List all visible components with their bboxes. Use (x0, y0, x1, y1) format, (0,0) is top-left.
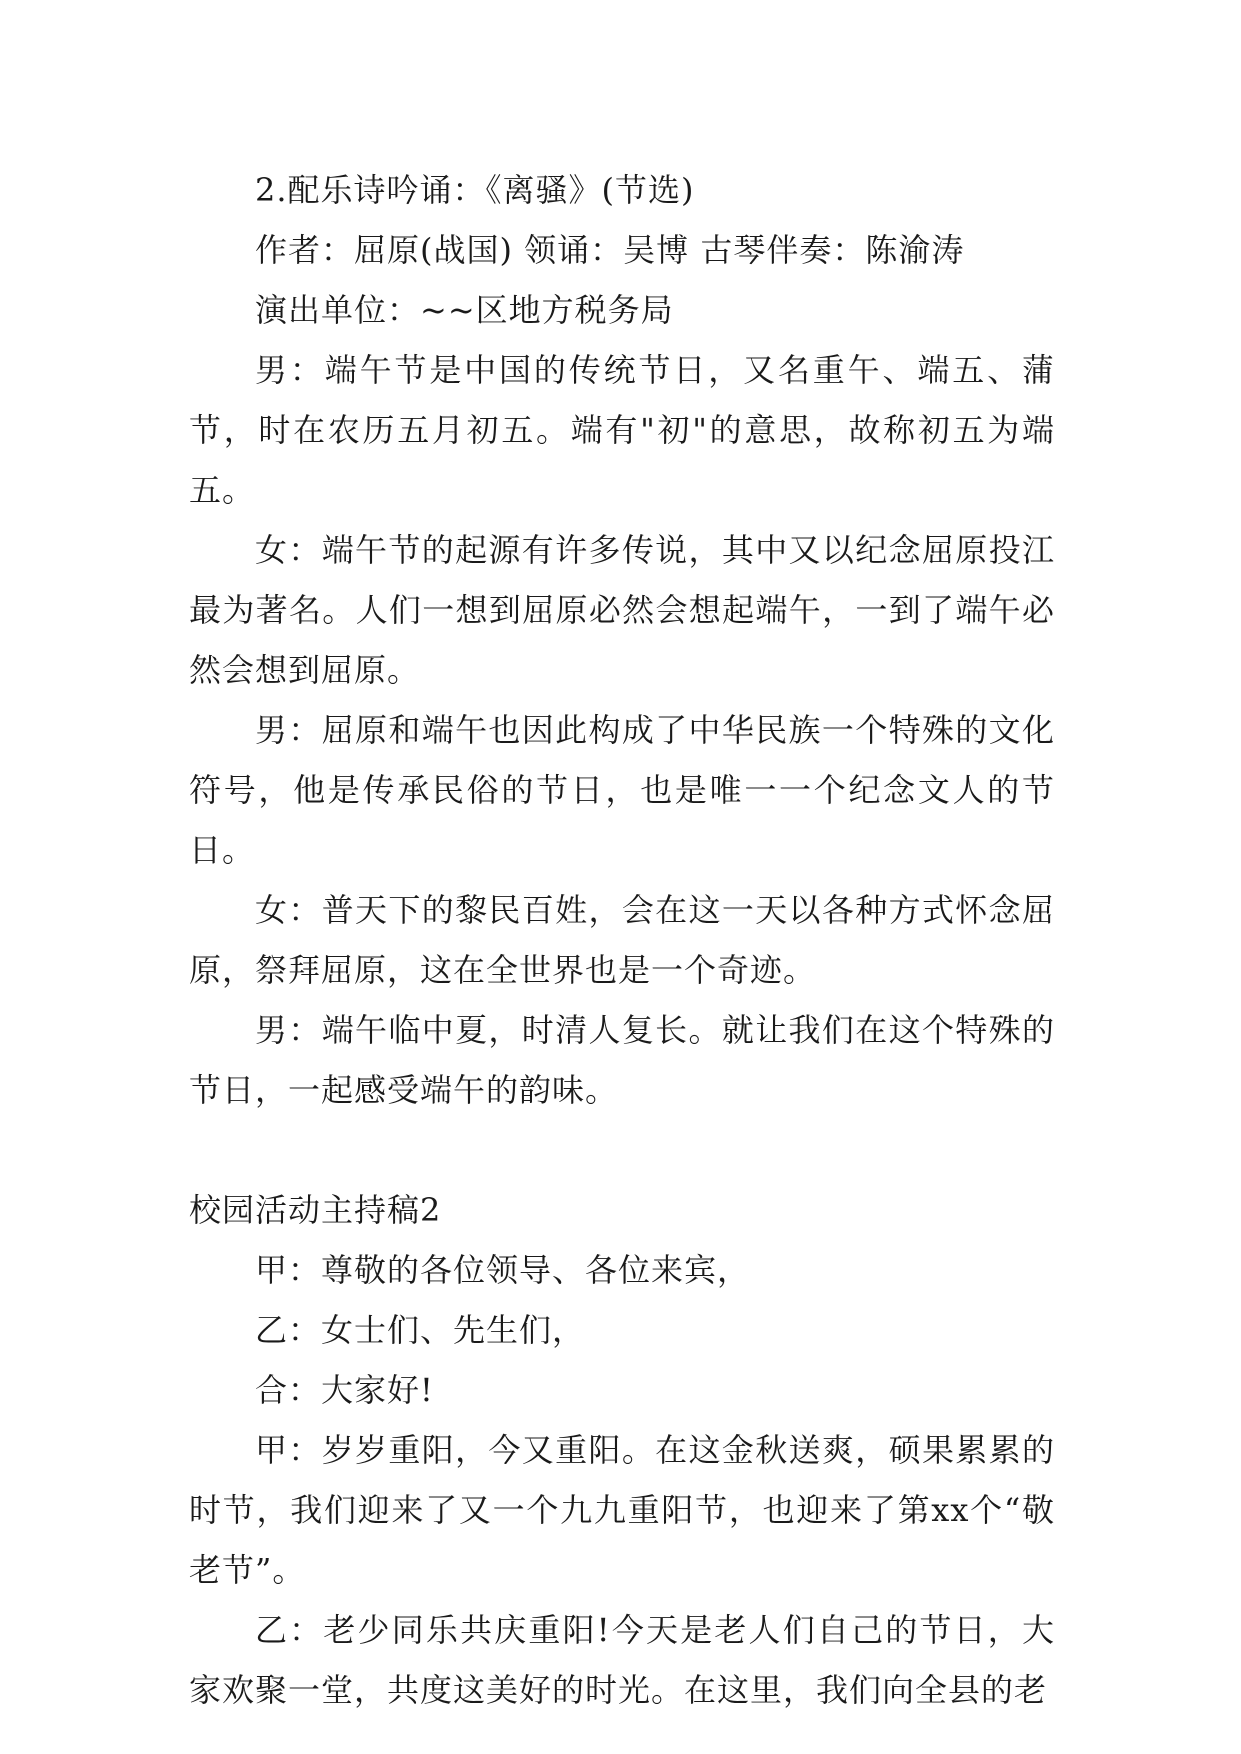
program-item-title: 2.配乐诗吟诵：《离骚》(节选) (255, 171, 695, 209)
dialogue-paragraph: 男：屈原和端午也因此构成了中华民族一个特殊的文化符号，他是传承民俗的节日，也是唯一一个纪念文人的节日。 (189, 711, 1055, 869)
dialogue-paragraph: 男：端午节是中国的传统节日，又名重午、端五、蒲节，时在农历五月初五。端有"初"的意思，故称初五为端五。 (189, 351, 1055, 509)
dialogue-paragraph: 乙：老少同乐共庆重阳!今天是老人们自己的节日，大家欢聚一堂，共度这美好的时光。在这里，我们向全县的老 (189, 1611, 1055, 1709)
dialogue-paragraph: 男：端午临中夏，时清人复长。就让我们在这个特殊的节日，一起感受端午的韵味。 (189, 1011, 1055, 1109)
section-spacer (189, 1120, 1055, 1180)
dialogue-paragraph: 合：大家好! (255, 1371, 434, 1409)
performer-unit: 演出单位：~~区地方税务局 (255, 291, 674, 329)
dialogue-paragraph: 甲：尊敬的各位领导、各位来宾， (255, 1251, 751, 1289)
dialogue-paragraph: 女：普天下的黎民百姓，会在这一天以各种方式怀念屈原，祭拜屈原，这在全世界也是一个奇迹。 (189, 891, 1055, 989)
dialogue-paragraph: 甲：岁岁重阳，今又重阳。在这金秋送爽，硕果累累的时节，我们迎来了又一个九九重阳节，也迎来了第xx个“敬老节”。 (189, 1431, 1055, 1589)
document-body (189, 160, 1055, 1720)
dialogue-paragraph: 乙：女士们、先生们， (255, 1311, 586, 1349)
dialogue-paragraph: 女：端午节的起源有许多传说，其中又以纪念屈原投江最为著名。人们一想到屈原必然会想起端午，一到了端午必然会想到屈原。 (189, 531, 1055, 689)
section-title: 校园活动主持稿2 (189, 1191, 442, 1229)
program-credits: 作者：屈原(战国) 领诵：吴博 古琴伴奏：陈渝涛 (255, 231, 965, 269)
